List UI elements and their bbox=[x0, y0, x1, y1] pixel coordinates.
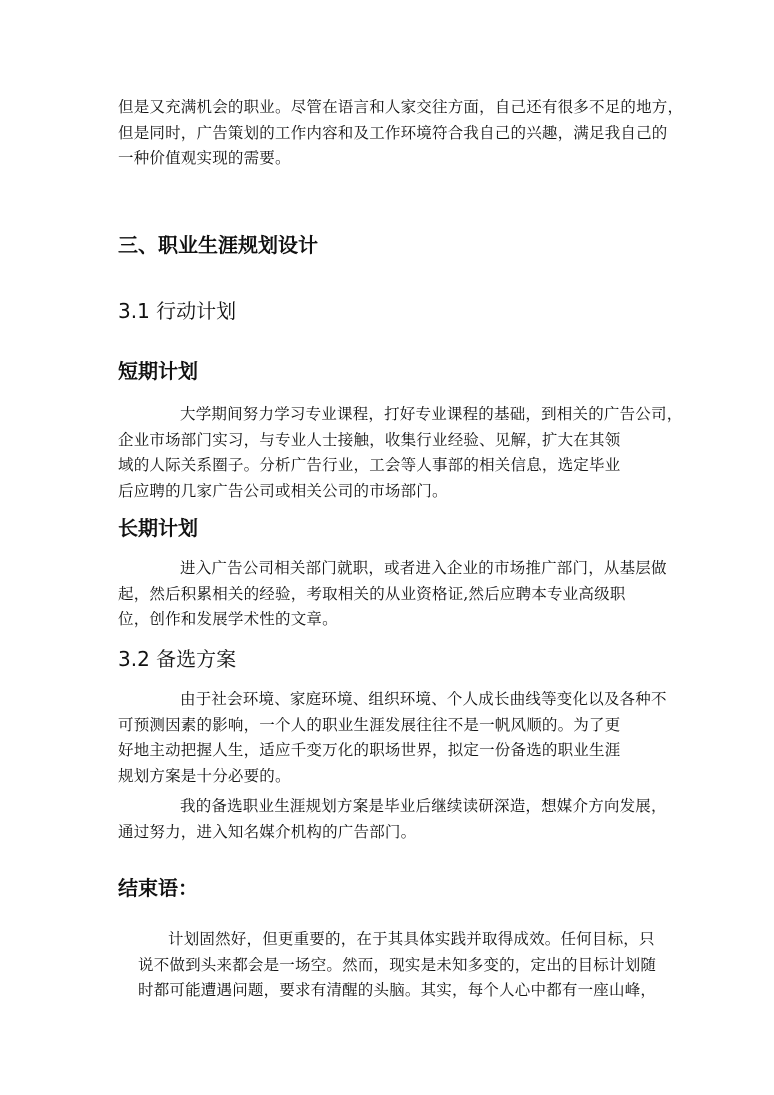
section-heading: 三、职业生涯规划设计 bbox=[118, 233, 318, 257]
conclusion-heading: 结束语： bbox=[118, 876, 198, 900]
text-line: 进入广告公司相关部门就职，或者进入企业的市场推广部门，从基层做 bbox=[180, 559, 667, 577]
text-line: 但是同时，广告策划的工作内容和及工作环境符合我自己的兴趣，满足我自己的 bbox=[118, 123, 668, 142]
text-line: 位，创作和发展学术性的文章。 bbox=[118, 610, 338, 628]
text-line: 由于社会环境、家庭环境、组织环境、个人成长曲线等变化以及各种不 bbox=[180, 690, 667, 708]
text-line: 我的备选职业生涯规划方案是毕业后继续读研深造，想媒介方向发展， bbox=[180, 797, 667, 815]
text-line: 计划固然好，但更重要的，在于其具体实践并取得成效。任何目标，只 bbox=[168, 930, 655, 948]
text-line: 好地主动把握人生，适应千变万化的职场世界，拟定一份备选的职业生涯 bbox=[118, 741, 621, 759]
subsection-heading-3-2: 3.2 备选方案 bbox=[118, 647, 237, 671]
text-line: 说不做到头来都会是一场空。然而，现实是未知多变的，定出的目标计划随 bbox=[138, 955, 657, 974]
text-line: 通过努力，进入知名媒介机构的广告部门。 bbox=[118, 822, 417, 841]
text-line: 可预测因素的影响，一个人的职业生涯发展往往不是一帆风顺的。为了更 bbox=[118, 715, 621, 734]
text-line: 域的人际关系圈子。分析广告行业，工会等人事部的相关信息，选定毕业 bbox=[118, 456, 621, 474]
text-line: 规划方案是十分必要的。 bbox=[118, 766, 291, 785]
text-line: 但是又充满机会的职业。尽管在语言和人家交往方面，自己还有很多不足的地方， bbox=[118, 98, 684, 116]
text-line: 起，然后积累相关的经验，考取相关的从业资格证,然后应聘本专业高级职 bbox=[118, 584, 626, 603]
short-term-paragraph bbox=[118, 402, 683, 504]
text-line: 一种价值观实现的需要。 bbox=[118, 149, 291, 167]
text-line: 企业市场部门实习，与专业人士接触，收集行业经验、见解，扩大在其领 bbox=[118, 430, 621, 449]
intro-paragraph bbox=[118, 95, 684, 172]
long-term-heading: 长期计划 bbox=[118, 516, 198, 540]
text-line: 时都可能遭遇问题，要求有清醒的头脑。其实，每个人心中都有一座山峰， bbox=[138, 981, 657, 999]
alternative-plan-paragraph-2 bbox=[118, 794, 667, 845]
long-term-paragraph bbox=[118, 556, 667, 633]
short-term-heading: 短期计划 bbox=[118, 359, 198, 383]
conclusion-paragraph bbox=[118, 927, 658, 1004]
subsection-heading-3-1: 3.1 行动计划 bbox=[118, 299, 237, 323]
alternative-plan-paragraph-1 bbox=[118, 687, 667, 789]
text-line: 大学期间努力学习专业课程，打好专业课程的基础，到相关的广告公司， bbox=[180, 405, 683, 423]
text-line: 后应聘的几家广告公司或相关公司的市场部门。 bbox=[118, 481, 448, 500]
